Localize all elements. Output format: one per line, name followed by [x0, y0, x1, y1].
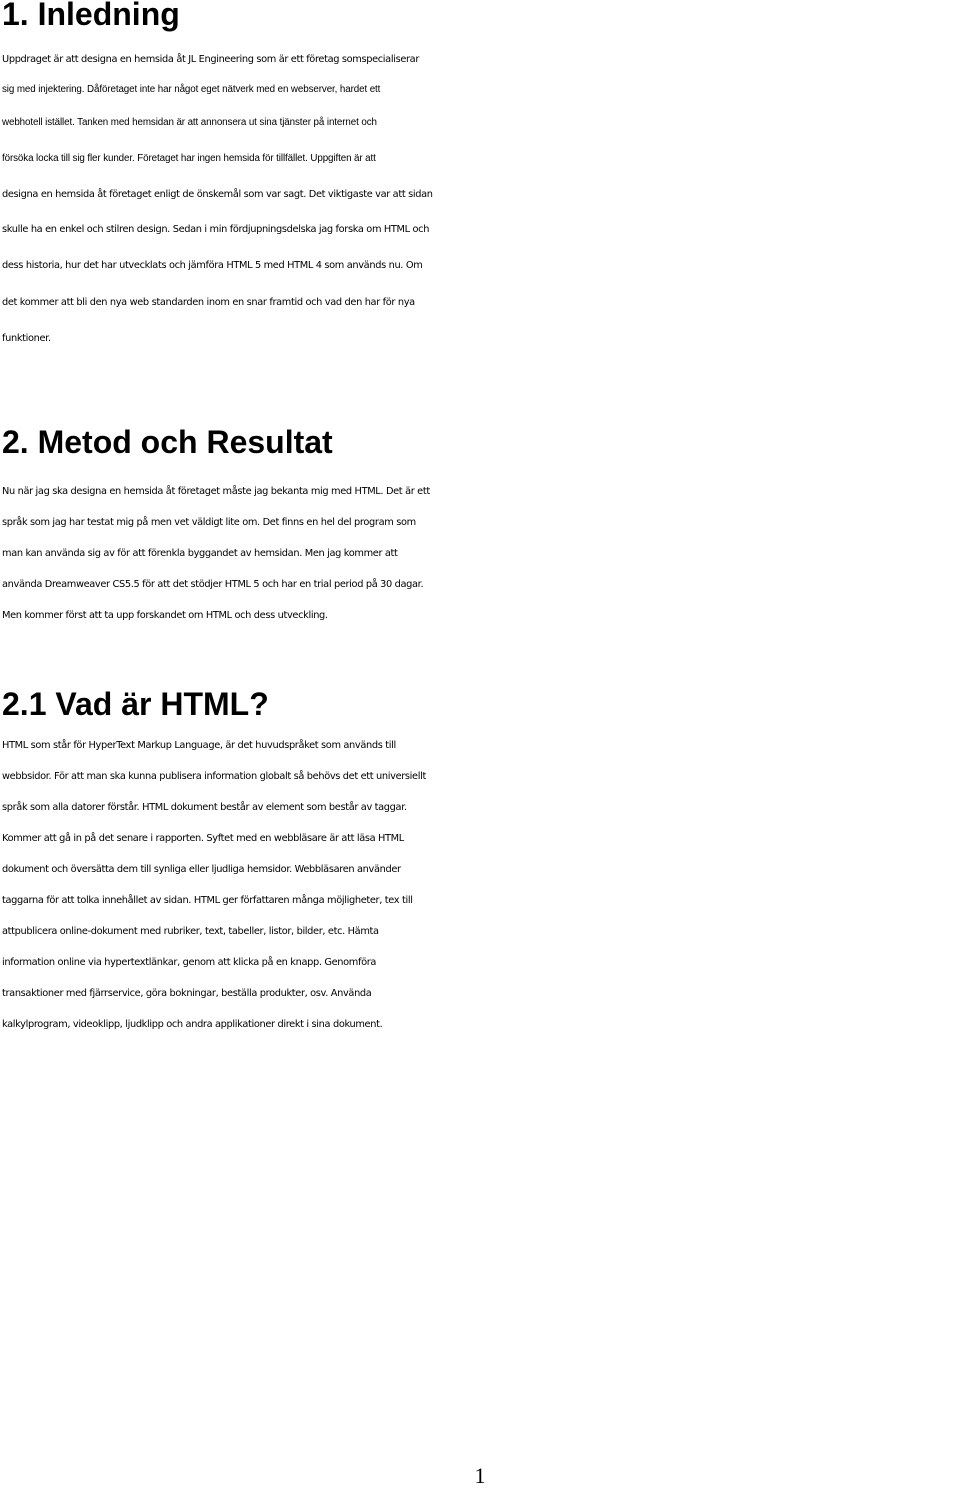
text-line: språk som alla datorer förstår. HTML dokument består av element som består av taggar. [2, 802, 407, 813]
text-line: sig med injektering. Dåföretaget inte har något eget nätverk med en webserver, hardet ett [2, 84, 381, 95]
heading-vad-ar-html: 2.1 Vad är HTML? [2, 686, 269, 722]
text-line: designa en hemsida åt företaget enligt de önskemål som var sagt. Det viktigaste var att sidan [2, 189, 433, 200]
paragraph-metod-och-resultat [2, 476, 960, 631]
text-line: använda Dreamweaver CS5.5 för att det stödjer HTML 5 och har en trial period på 30 dagar. [2, 579, 424, 590]
text-line: kalkylprogram, videoklipp, ljudklipp och andra applikationer direkt i sina dokument. [2, 1019, 383, 1030]
text-line: webbsidor. För att man ska kunna publisera information globalt så behövs det ett universiellt [2, 771, 426, 782]
paragraph-inledning [2, 44, 960, 357]
text-line: attpublicera online-dokument med rubriker, text, tabeller, listor, bilder, etc. Hämta [2, 926, 379, 937]
paragraph-vad-ar-html [2, 730, 960, 1040]
text-line: funktioner. [2, 333, 51, 344]
text-line: Kommer att gå in på det senare i rapporten. Syftet med en webbläsare är att läsa HTML [2, 833, 404, 844]
heading-metod-och-resultat: 2. Metod och Resultat [2, 424, 333, 460]
text-line: taggarna för att tolka innehållet av sidan. HTML ger författaren många möjligheter, tex till [2, 895, 413, 906]
heading-inledning: 1. Inledning [2, 0, 180, 32]
text-line: språk som jag har testat mig på men vet väldigt lite om. Det finns en hel del program som [2, 517, 416, 528]
text-line: HTML som står för HyperText Markup Language, är det huvudspråket som används till [2, 740, 396, 751]
text-line: transaktioner med fjärrservice, göra bokningar, beställa produkter, osv. Använda [2, 988, 372, 999]
text-line: dess historia, hur det har utvecklats och jämföra HTML 5 med HTML 4 som används nu. Om [2, 260, 423, 271]
text-line: information online via hypertextlänkar, genom att klicka på en knapp. Genomföra [2, 957, 377, 968]
text-line: dokument och översätta dem till synliga eller ljudliga hemsidor. Webbläsaren använder [2, 864, 401, 875]
text-line: webhotell istället. Tanken med hemsidan är att annonsera ut sina tjänster på internet och [2, 117, 377, 128]
text-line: försöka locka till sig fler kunder. Företaget har ingen hemsida för tillfället. Uppgiften är att [2, 153, 376, 164]
text-line: det kommer att bli den nya web standarden inom en snar framtid och vad den har för nya [2, 297, 415, 308]
text-line: man kan använda sig av för att förenkla byggandet av hemsidan. Men jag kommer att [2, 548, 398, 559]
page-number: 1 [474, 1463, 486, 1488]
text-line: skulle ha en enkel och stilren design. Sedan i min fördjupningsdelska jag forska om HTML och [2, 224, 430, 235]
text-line: Nu när jag ska designa en hemsida åt företaget måste jag bekanta mig med HTML. Det är ett [2, 486, 430, 497]
text-line: Uppdraget är att designa en hemsida åt JL Engineering som är ett företag somspecialiserar [2, 54, 420, 65]
text-line: Men kommer först att ta upp forskandet om HTML och dess utveckling. [2, 610, 328, 621]
